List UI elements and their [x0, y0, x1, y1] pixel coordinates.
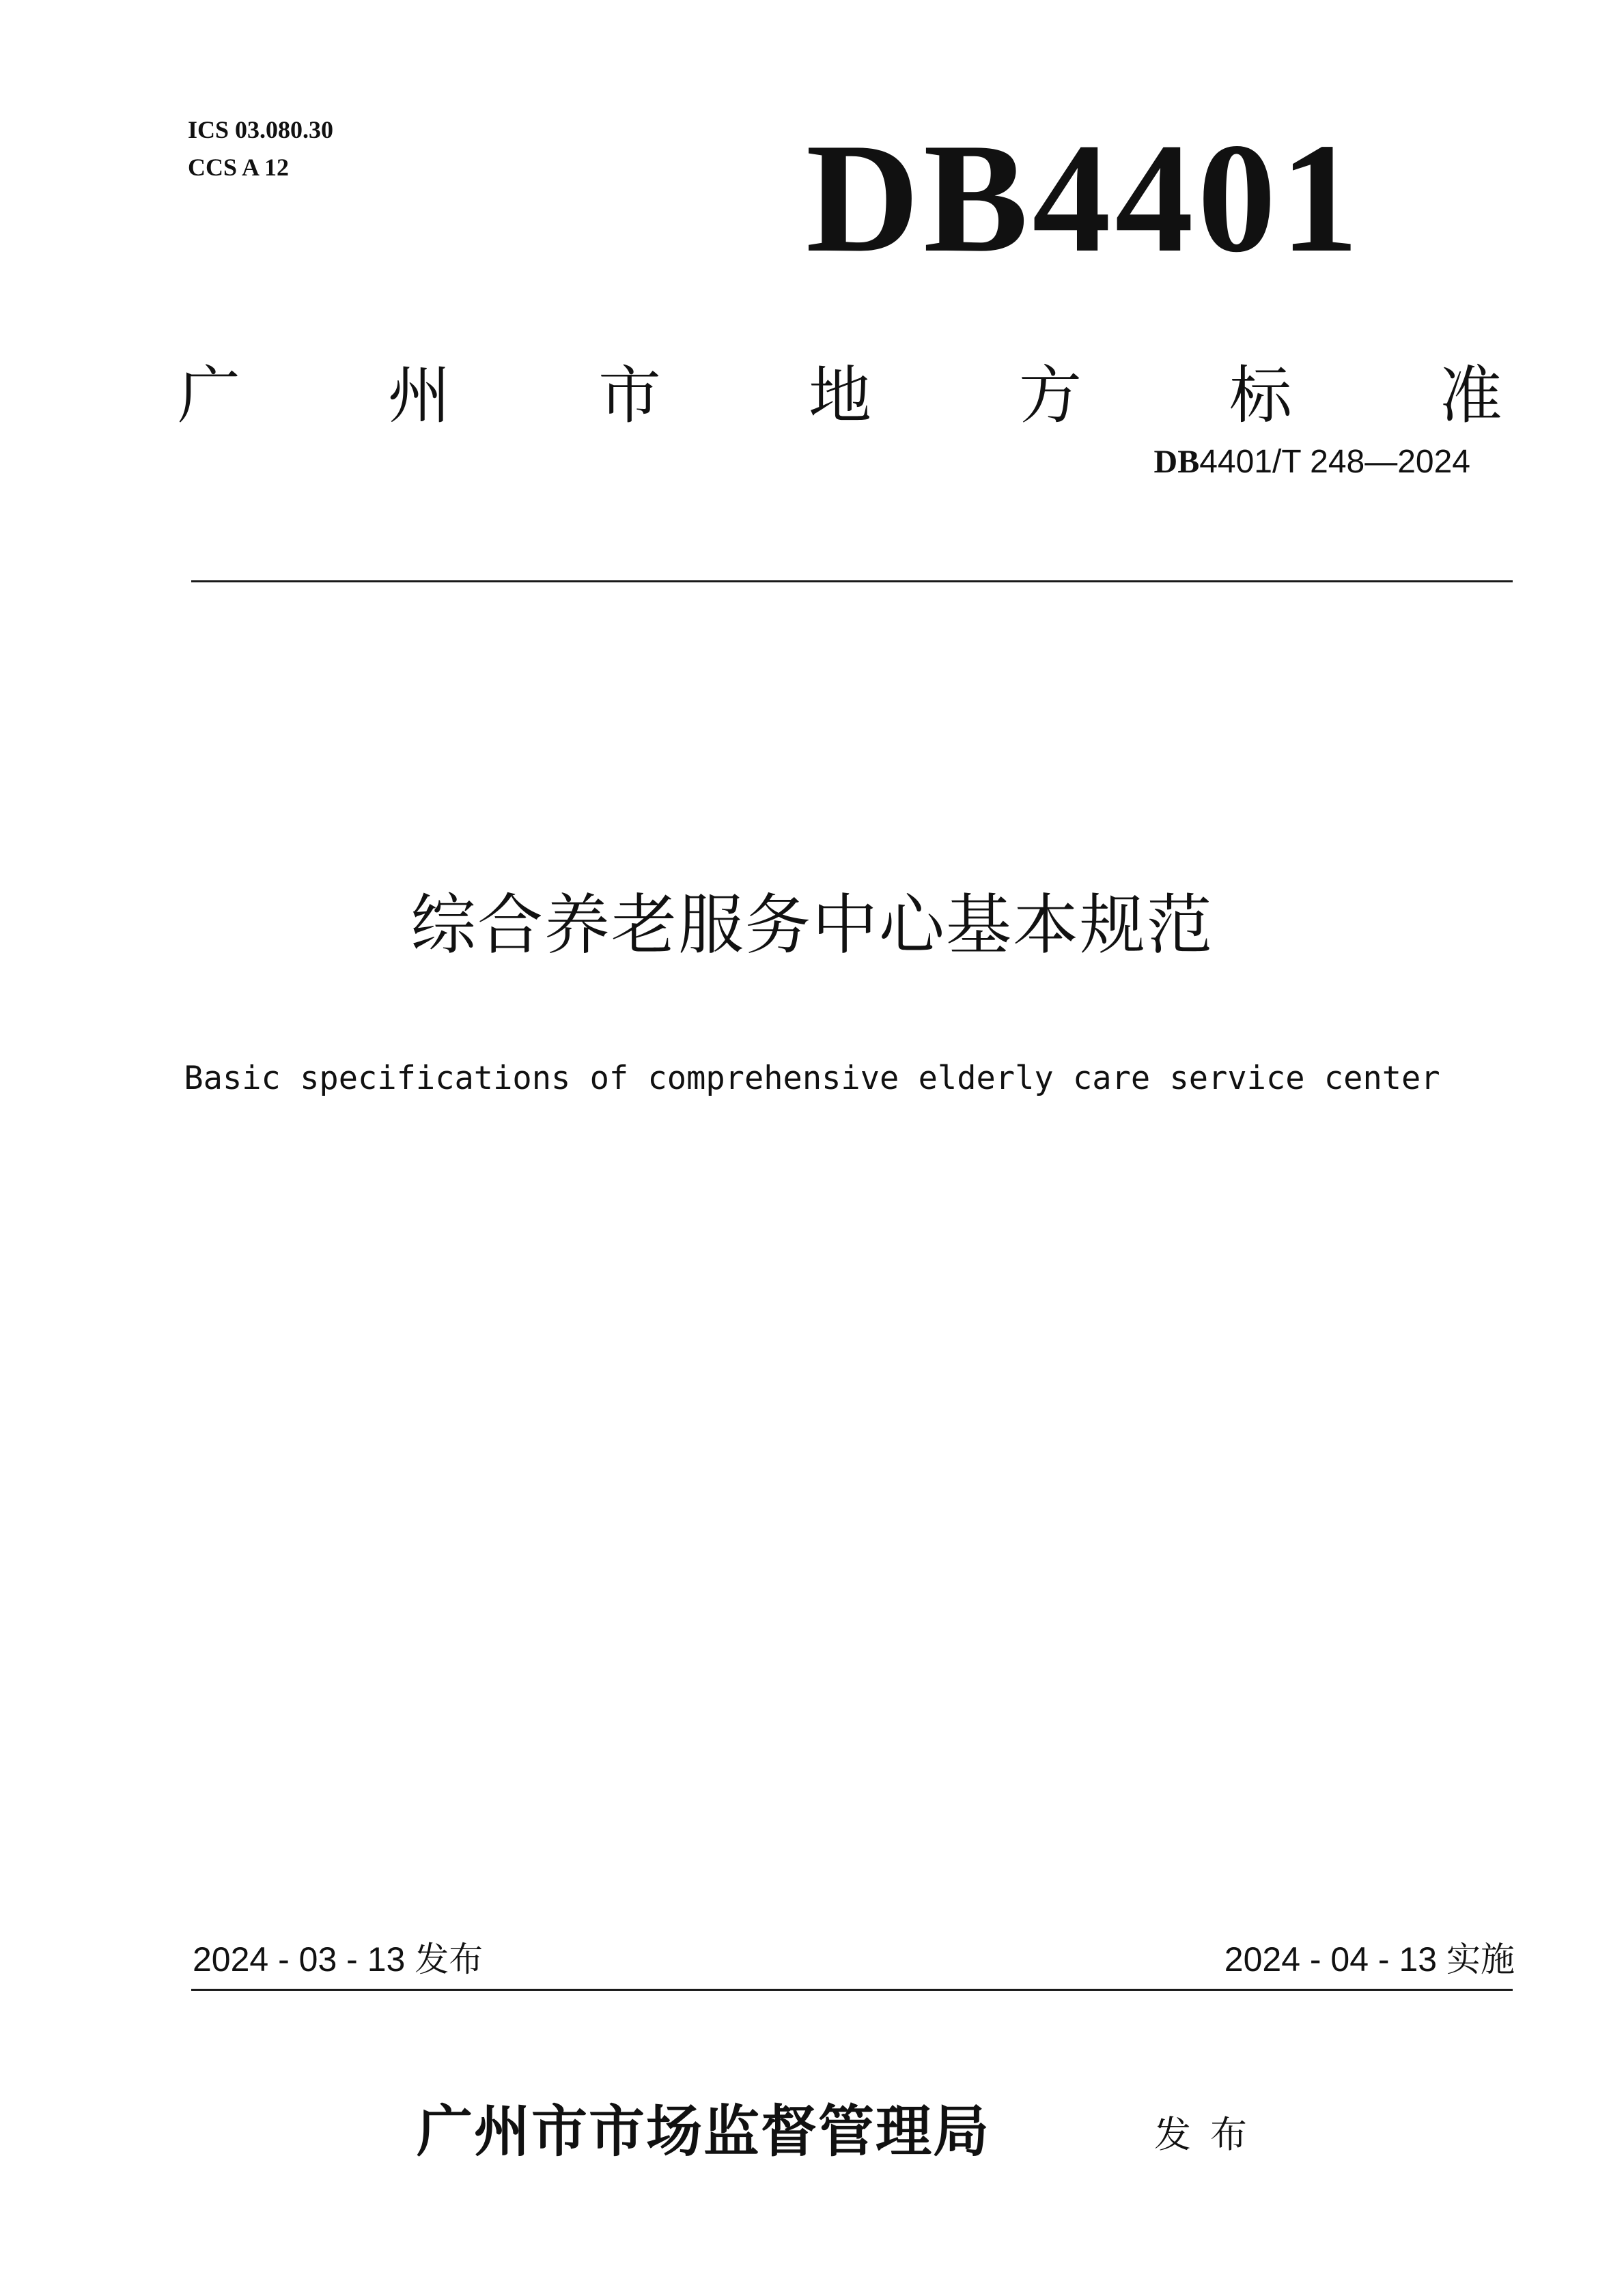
- document-title-zh: 综合养老服务中心基本规范: [410, 887, 1214, 963]
- standard-number: [1154, 442, 1470, 481]
- issuing-authority: 广州市市场监督管理局: [417, 2099, 991, 2164]
- standard-type-char: 地: [808, 359, 871, 432]
- standard-type-char: 州: [387, 359, 451, 432]
- standard-type-char: 广: [178, 359, 241, 432]
- standard-type-char: 市: [598, 359, 661, 432]
- standard-number-rest: 4401/T 248—2024: [1199, 444, 1470, 480]
- top-divider: [191, 580, 1513, 582]
- standard-type-char: 准: [1439, 359, 1502, 432]
- issue-label: 发布: [1154, 2113, 1266, 2156]
- document-title-en: Basic specifications of comprehensive elderly care service center: [184, 1060, 1440, 1097]
- standard-type-char: 标: [1229, 359, 1292, 432]
- standard-code-heading: DB4401: [806, 111, 1363, 285]
- standard-number-prefix: DB: [1153, 444, 1200, 480]
- effective-date: 2024 - 04 - 13 实施: [1224, 1940, 1515, 1979]
- standard-type-char: 方: [1018, 359, 1082, 432]
- ccs-code: CCS A 12: [188, 154, 290, 181]
- ics-code: ICS 03.080.30: [188, 116, 334, 143]
- standard-type-heading: [178, 359, 1502, 432]
- bottom-divider: [191, 1989, 1513, 1991]
- issue-date: 2024 - 03 - 13 发布: [193, 1940, 484, 1979]
